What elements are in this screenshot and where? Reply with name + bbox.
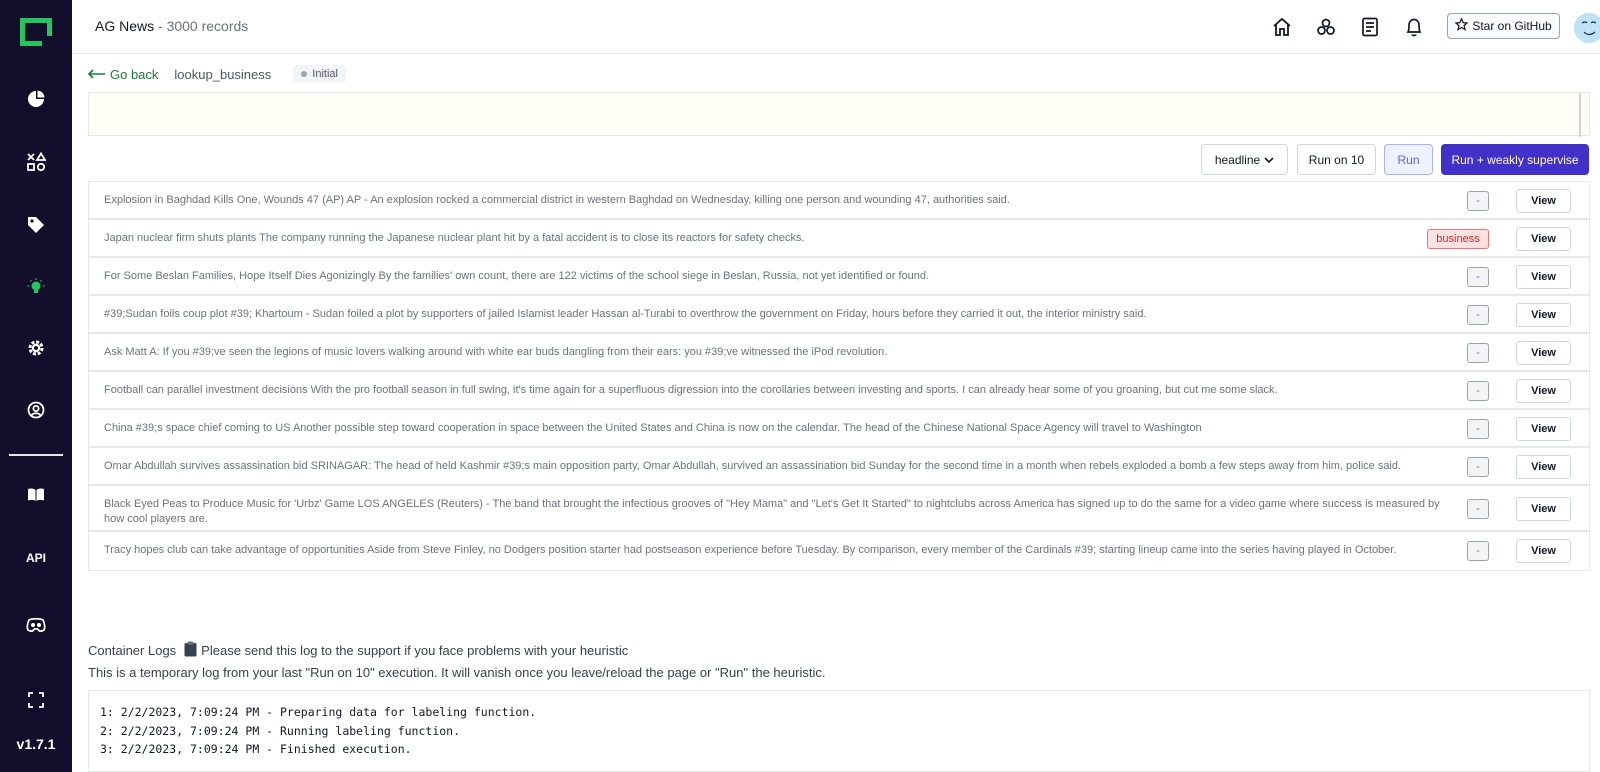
avatar[interactable] [1574,13,1600,43]
empty-label-badge: - [1467,541,1489,561]
record-text: Explosion in Baghdad Kills One, Wounds 47 (AP) AP - An explosion rocked a commercial district in western Baghdad on Wednesday, killing one person and wounding 47, authorities said. [104,194,1010,206]
logs-hint: Please send this log to the support if you face problems with your heuristic [201,643,629,658]
table-row [89,532,1589,570]
record-text: China #39;s space chief coming to US Another possible step toward cooperation in space between the United States and China is now on the calendar. The head of the Chinese National Space Agency will travel to Washington [104,422,1202,434]
view-button[interactable]: View [1516,455,1571,479]
view-button[interactable]: View [1516,539,1571,563]
fullscreen-icon[interactable] [24,688,48,712]
heuristic-header [88,62,346,86]
view-button[interactable]: View [1516,417,1571,441]
empty-label-badge: - [1467,457,1489,477]
logo[interactable] [20,18,52,46]
view-button[interactable]: View [1516,303,1571,327]
docs-icon[interactable] [24,483,48,507]
status-badge [293,65,346,83]
empty-label-badge: - [1467,381,1489,401]
version-label: v1.7.1 [16,736,56,752]
record-count: 3000 records [166,18,249,34]
project-title [95,18,248,34]
clipboard-icon [184,641,197,660]
project-separator: - [154,18,167,34]
attribute-select-label: headline [1214,152,1261,167]
view-button[interactable]: View [1516,497,1571,521]
bell-icon[interactable] [1402,15,1426,39]
code-editor[interactable] [88,92,1590,136]
table-row [89,334,1589,372]
table-row [89,372,1589,410]
record-text: #39;Sudan foils coup plot #39; Khartoum - Sudan foiled a plot by supporters of jailed Islamist leader Hassan al-Turabi to overthrow the government on Friday, hours before they carried it out, the interior ministry said. [104,308,1147,320]
table-row [89,258,1589,296]
heuristics-icon[interactable] [24,275,48,299]
go-back-link[interactable] [88,67,158,82]
star-on-github-button[interactable] [1447,13,1560,39]
notes-icon[interactable] [1358,15,1382,39]
labeling-icon[interactable] [24,213,48,237]
view-button[interactable]: View [1516,227,1571,251]
record-text: For Some Beslan Families, Hope Itself Dies Agonizingly By the families' own count, there are 122 victims of the school siege in Beslan, Russia, not yet identified or found. [104,270,930,282]
record-text: Omar Abdullah survives assassination bid SRINAGAR: The head of held Kashmir #39;s main opposition party, Omar Abdullah, survived an assassination bid Sunday for the second time in a month when rebels exploded a bomb a few steps away from him, police said. [104,460,1402,472]
editor-scrollbar[interactable] [1579,93,1581,137]
empty-label-badge: - [1467,419,1489,439]
table-row [89,410,1589,448]
sidebar-divider [9,454,63,456]
run-button[interactable]: Run [1384,144,1433,175]
overview-icon[interactable] [24,87,48,111]
logs-title-label: Container Logs [88,643,177,658]
view-button[interactable]: View [1516,379,1571,403]
logs-description: This is a temporary log from your last "Run on 10" execution. It will vanish once you leave/reload the page or "Run" the heuristic. [88,665,826,680]
table-row [89,220,1589,258]
log-line: 3: 2/2/2023, 7:09:24 PM - Finished execution. [100,742,412,756]
empty-label-badge: - [1467,343,1489,363]
record-list [88,181,1590,571]
empty-label-badge: - [1467,305,1489,325]
attribute-select[interactable] [1201,144,1288,175]
status-dot-icon [301,71,307,77]
settings-icon[interactable] [24,336,48,360]
project-name: AG News [95,18,155,34]
user-icon[interactable] [24,398,48,422]
chevron-down-icon [1264,153,1274,167]
table-row [89,448,1589,486]
go-back-label: Go back [110,66,159,82]
record-text: Black Eyed Peas to Produce Music for 'Urbz' Game LOS ANGELES (Reuters) - The band that brought the infectious grooves of "Hey Mama" and "Let's Get It Started" to nightclubs across America has signed up to do the same for a video game where success is measured by how cool players are. [104,498,1440,525]
heuristic-name: lookup_business [174,66,272,82]
log-line: 2: 2/2/2023, 7:09:24 PM - Running labeling function. [100,723,461,738]
log-output [88,690,1590,772]
container-logs-title [88,641,628,660]
run-weakly-supervise-button[interactable]: Run + weakly supervise [1441,144,1589,175]
label-badge: business [1427,229,1489,249]
empty-label-badge: - [1467,499,1489,519]
sidebar [0,0,72,772]
discord-icon[interactable] [24,613,48,637]
table-row [89,296,1589,334]
record-text: Japan nuclear firm shuts plants The company running the Japanese nuclear plant hit by a fatal accident is to close its reactors for safety checks. [104,232,805,244]
empty-label-badge: - [1467,267,1489,287]
arrow-left-icon [88,67,106,82]
view-button[interactable]: View [1516,265,1571,289]
empty-label-badge: - [1467,191,1489,211]
run-on-10-button[interactable]: Run on 10 [1297,144,1376,175]
record-text: Tracy hopes club can take advantage of opportunities Aside from Steve Finley, no Dodgers position starter had postseason experience before Tuesday. By comparison, every member of the Cardinals #39; starting lineup came into the series having played in October. [104,544,1397,556]
record-text: Football can parallel investment decisions With the pro football season in full swing, it's time again for a superfluous digression into the corollaries between investing and sports. I can already hear some of you groaning, but cut me some slack. [104,384,1278,396]
action-bar [0,144,1600,176]
table-row [89,486,1589,532]
top-bar [72,0,1600,54]
record-text: Ask Matt A: If you #39;ve seen the legions of music lovers walking around with white ear buds dangling from their ears: you #39;ve witnessed the iPod revolution. [104,346,888,358]
github-label: Star on GitHub [1472,19,1552,33]
log-line: 1: 2/2/2023, 7:09:24 PM - Preparing data for labeling function. [100,705,537,719]
community-icon[interactable] [1314,15,1338,39]
home-icon[interactable] [1270,15,1294,39]
api-icon[interactable]: API [25,551,46,565]
status-label: Initial [312,68,338,80]
view-button[interactable]: View [1516,189,1571,213]
table-row [89,182,1589,220]
star-icon [1455,18,1468,34]
view-button[interactable]: View [1516,341,1571,365]
